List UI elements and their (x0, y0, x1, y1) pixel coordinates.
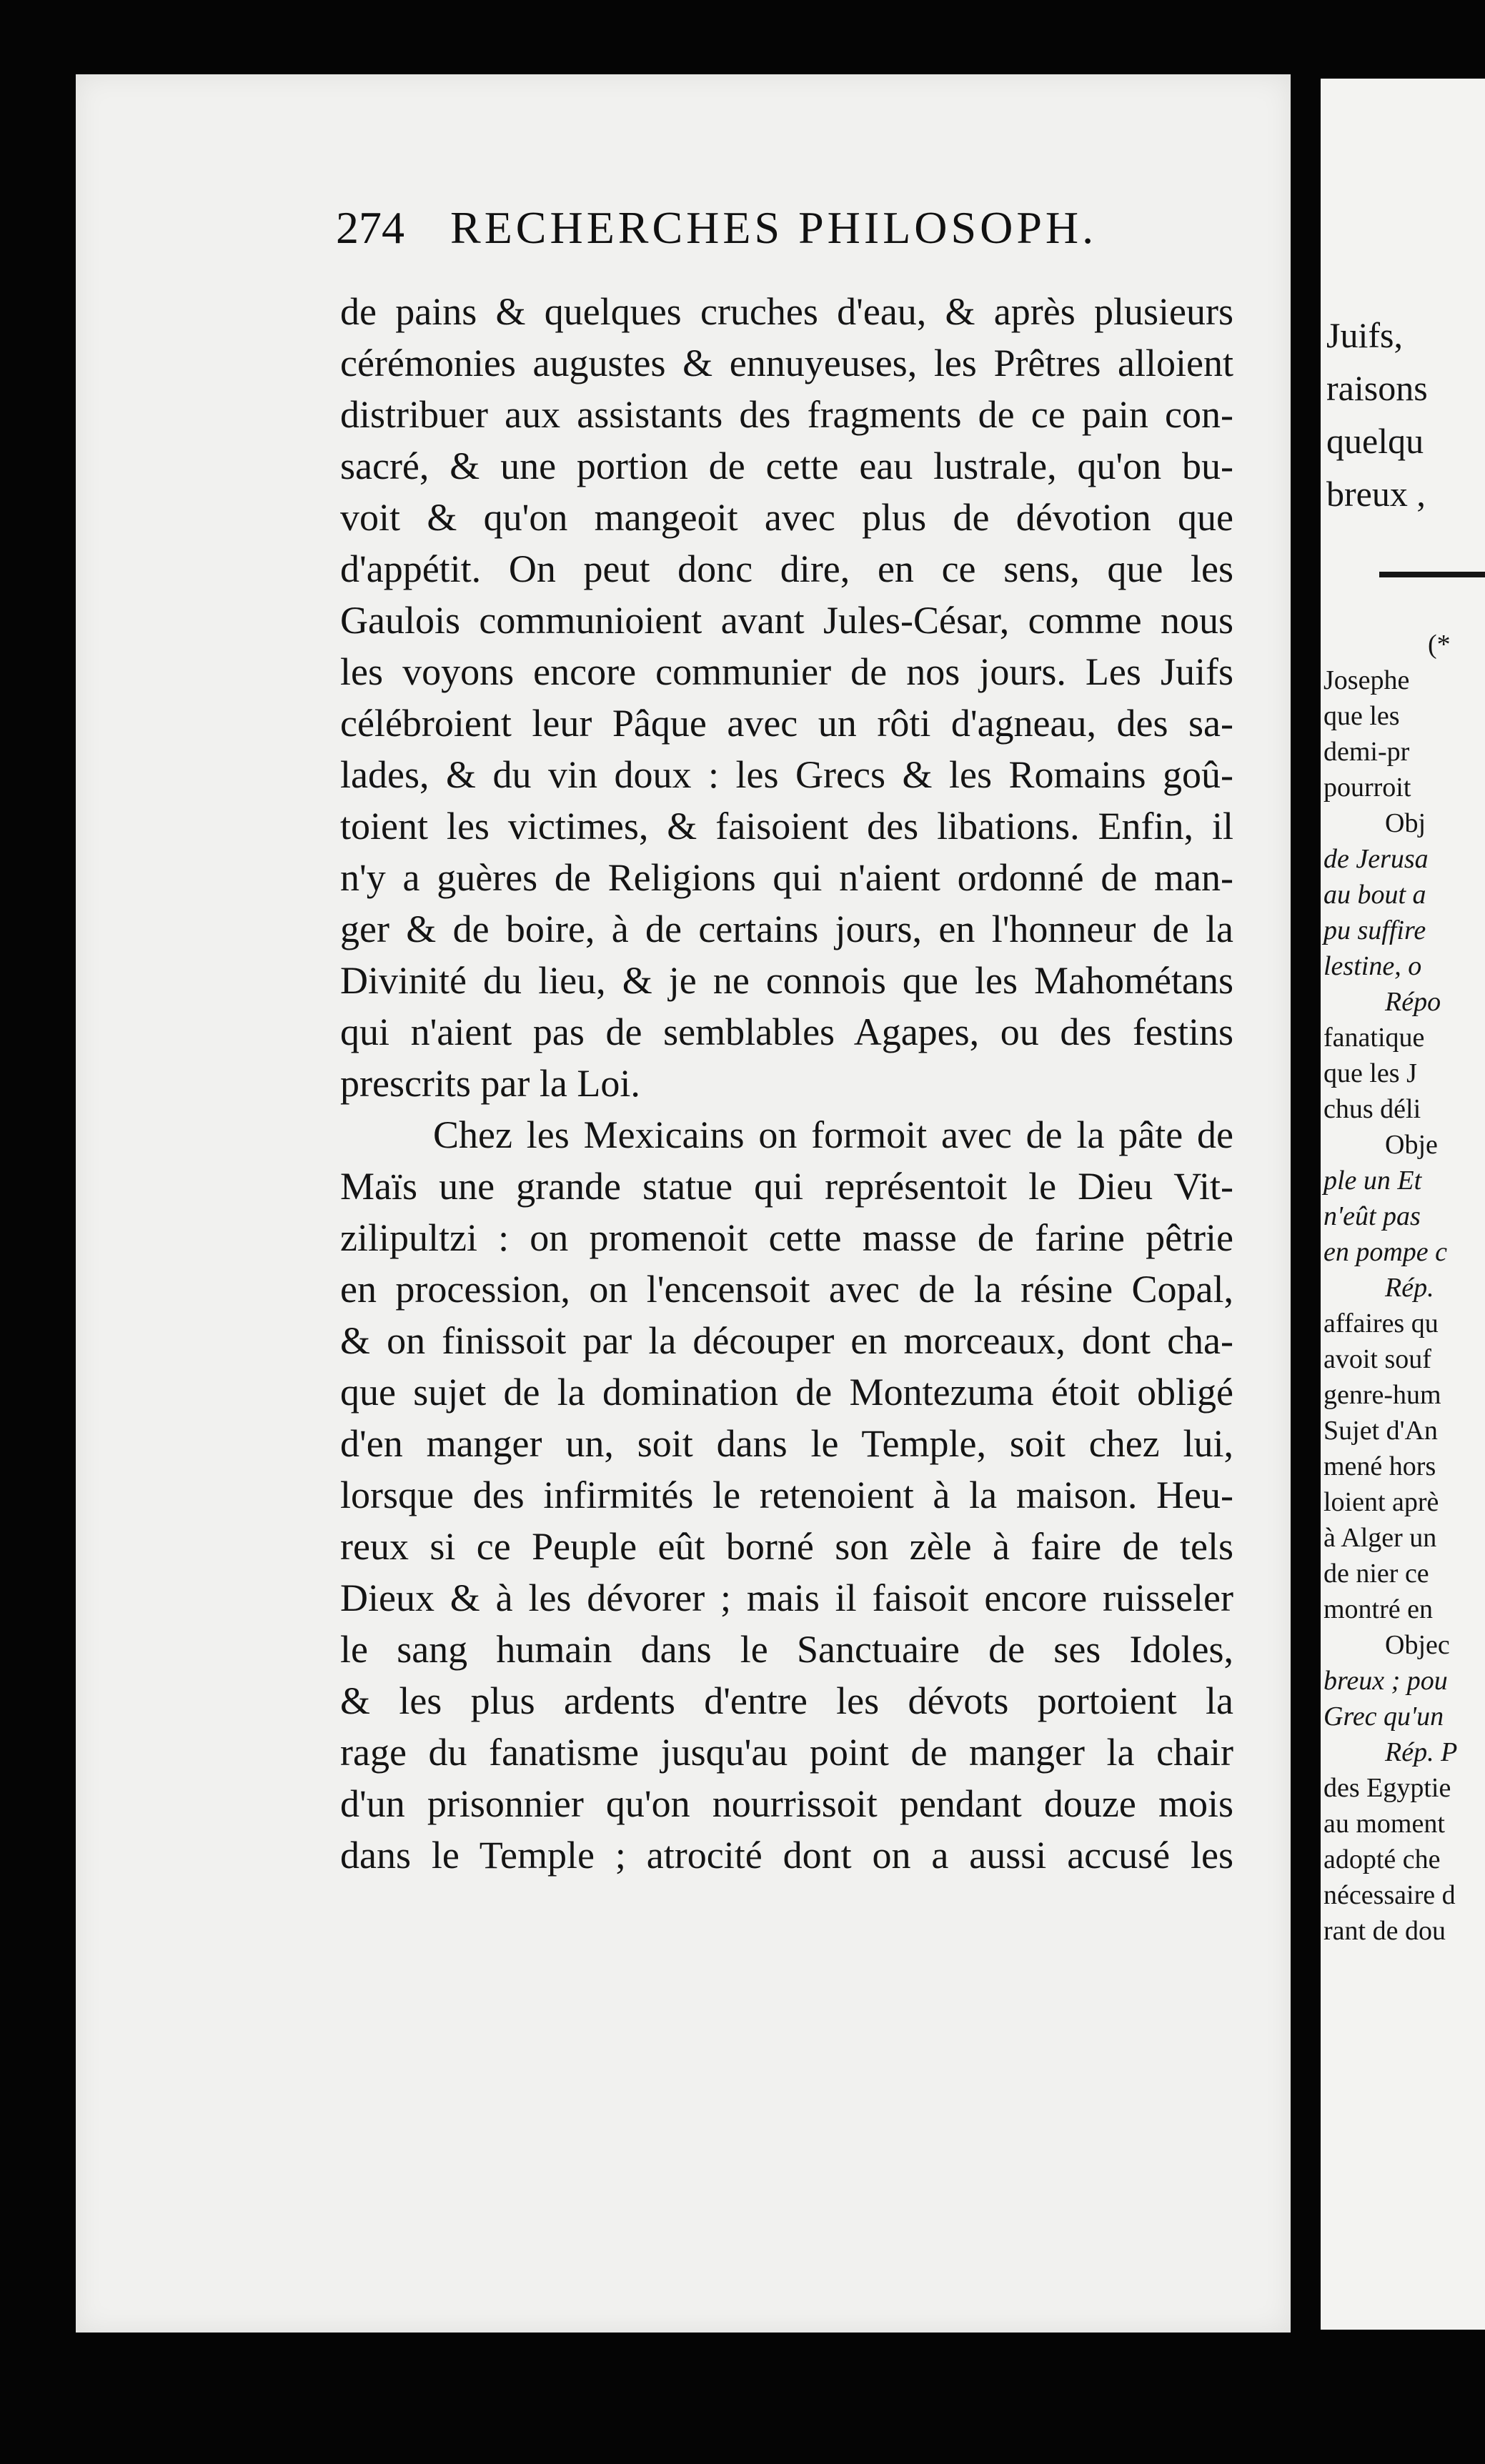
text-line: les voyons encore communier de nos jours. Les Juifs (340, 650, 1233, 693)
running-header (336, 202, 1236, 266)
text-line: qui n'aient pas de semblables Agapes, ou des festins (340, 1010, 1233, 1053)
footnote-line: au moment (1323, 1809, 1445, 1839)
footnote-line: genre-hum (1323, 1380, 1441, 1410)
footnote-line: Rép. (1385, 1273, 1434, 1303)
text-line: dans le Temple ; atrocité dont on a aussi accusé les (340, 1834, 1233, 1877)
text-line: Chez les Mexicains on formoit avec de la pâte de (433, 1113, 1233, 1156)
footnote-line: n'eût pas (1323, 1201, 1421, 1231)
text-line: le sang humain dans le Sanctuaire de ses Idoles, (340, 1628, 1233, 1671)
footnote-line: Rép. P (1385, 1737, 1458, 1767)
footnote-line: à Alger un (1323, 1523, 1437, 1553)
footnote-line: mené hors (1323, 1451, 1436, 1481)
footnote-line: adopté che (1323, 1844, 1441, 1874)
text-line: Maïs une grande statue qui représentoit le Dieu Vit- (340, 1165, 1233, 1208)
right-page-line: raisons (1326, 368, 1428, 408)
right-page-line: breux , (1326, 474, 1426, 514)
text-line: rage du fanatisme jusqu'au point de manger la chair (340, 1731, 1233, 1774)
text-line: toient les victimes, & faisoient des libations. Enfin, il (340, 805, 1233, 848)
footnote-line: Objec (1385, 1630, 1450, 1660)
text-line: Gaulois communioient avant Jules-César, comme nous (340, 599, 1233, 642)
footnote-line: que les (1323, 701, 1400, 731)
footnote-line: Obje (1385, 1130, 1438, 1160)
text-line: & on finissoit par la découper en morceaux, dont cha- (340, 1319, 1233, 1362)
footnote-line: demi-pr (1323, 737, 1410, 767)
footnote-line: au bout a (1323, 880, 1426, 910)
text-line: lades, & du vin doux : les Grecs & les Romains goû- (340, 753, 1233, 796)
text-line: Dieux & à les dévorer ; mais il faisoit encore ruisseler (340, 1576, 1233, 1619)
footnote-line: loient aprè (1323, 1487, 1439, 1517)
text-line: zilipultzi : on promenoit cette masse de farine pêtrie (340, 1216, 1233, 1259)
footnote-line: avoit souf (1323, 1344, 1431, 1374)
footnote-line: Répo (1385, 987, 1441, 1017)
body-text (340, 286, 1233, 1901)
footnote-line: rant de dou (1323, 1916, 1446, 1946)
running-head-title: RECHERCHES PHILOSOPH. (450, 202, 1098, 253)
text-line: sacré, & une portion de cette eau lustrale, qu'on bu- (340, 444, 1233, 487)
text-line: d'un prisonnier qu'on nourrissoit pendant douze mois (340, 1782, 1233, 1825)
footnote-line: Sujet d'An (1323, 1416, 1438, 1446)
text-line: lorsque des infirmités le retenoient à la maison. Heu- (340, 1474, 1233, 1516)
footnote-line: de nier ce (1323, 1559, 1429, 1589)
footnote-line: fanatique (1323, 1023, 1425, 1053)
text-line: ger & de boire, à de certains jours, en l'honneur de la (340, 908, 1233, 950)
footnote-line: Obj (1385, 808, 1426, 838)
page-number: 274 (336, 202, 404, 253)
footnote-line: de Jerusa (1323, 844, 1429, 874)
footnote-line: montré en (1323, 1594, 1434, 1624)
footnote-line: en pompe c (1323, 1237, 1448, 1267)
text-line: d'en manger un, soit dans le Temple, soit chez lui, (340, 1422, 1233, 1465)
text-line: que sujet de la domination de Montezuma étoit obligé (340, 1371, 1233, 1414)
text-line: d'appétit. On peut donc dire, en ce sens, que les (340, 547, 1233, 590)
text-line: célébroient leur Pâque avec un rôti d'agneau, des sa- (340, 702, 1233, 745)
footnote-line: Grec qu'un (1323, 1702, 1444, 1732)
text-line: voit & qu'on mangeoit avec plus de dévotion que (340, 496, 1233, 539)
footnote-line: que les J (1323, 1058, 1417, 1088)
text-line: reux si ce Peuple eût borné son zèle à faire de tels (340, 1525, 1233, 1568)
text-line: en procession, on l'encensoit avec de la résine Copal, (340, 1268, 1233, 1311)
footnote-line: pourroit (1323, 773, 1411, 803)
text-line: & les plus ardents d'entre les dévots portoient la (340, 1679, 1233, 1722)
text-line: de pains & quelques cruches d'eau, & après plusieurs (340, 290, 1233, 333)
footnote-line: (* (1428, 630, 1451, 660)
footnote-line: des Egyptie (1323, 1773, 1451, 1803)
footnote-line: lestine, o (1323, 951, 1422, 981)
right-page-line: Juifs, (1326, 315, 1403, 355)
footnote-line: Josephe (1323, 665, 1410, 695)
footnote-line: chus déli (1323, 1094, 1421, 1124)
right-page-text (1321, 79, 1485, 2330)
footnote-line: pu suffire (1323, 915, 1426, 945)
text-line: n'y a guères de Religions qui n'aient ordonné de man- (340, 856, 1233, 899)
text-line: Divinité du lieu, & je ne connois que les Mahométans (340, 959, 1233, 1002)
footnote-line: ple un Et (1323, 1166, 1422, 1196)
footnote-line: breux ; pou (1323, 1666, 1448, 1696)
text-line: cérémonies augustes & ennuyeuses, les Prêtres alloient (340, 342, 1233, 384)
footnote-rule (1379, 572, 1485, 577)
footnote-line: nécessaire d (1323, 1880, 1456, 1910)
right-page-line: quelqu (1326, 421, 1424, 461)
right-page (1321, 79, 1485, 2330)
text-line: prescrits par la Loi. (340, 1062, 640, 1105)
footnote-line: affaires qu (1323, 1308, 1439, 1338)
text-line: distribuer aux assistants des fragments de ce pain con- (340, 393, 1233, 436)
